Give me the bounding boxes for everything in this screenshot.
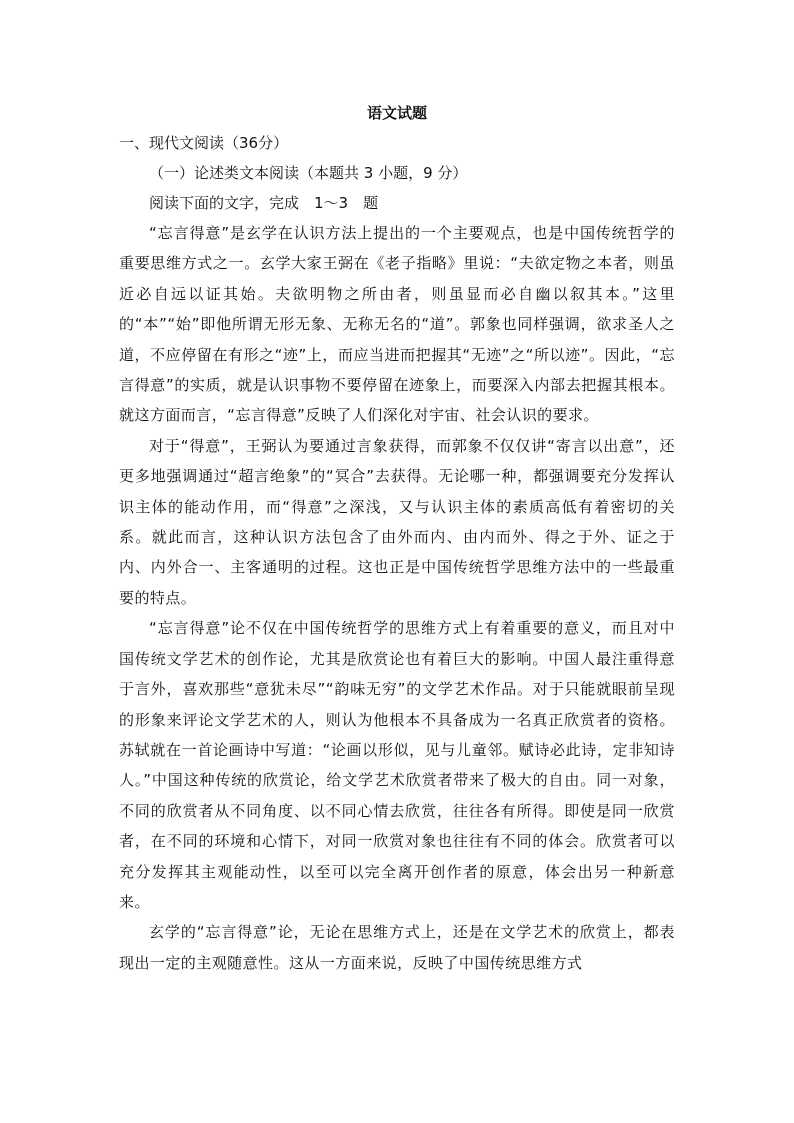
body-paragraph-3: “忘言得意”论不仅在中国传统哲学的思维方式上有着重要的意义，而且对中国传统文学艺术的创作论，尤其是欣赏论也有着巨大的影响。中国人最注重得意于言外，喜欢那些“意犹未尽”“韵味无穷”的文学艺术作品。对于只能就眼前呈现的形象来评论文学艺术的人，则认为他根本不具备成为一名真正欣赏者的资格。苏轼就在一首论画诗中写道：“论画以形似，见与儿童邻。赋诗必此诗，定非知诗人。”中国这种传统的欣赏论，给文学艺术欣赏者带来了极大的自由。同一对象，不同的欣赏者从不同角度、以不同心情去欣赏，往往各有所得。即使是同一欣赏者，在不同的环境和心情下，对同一欣赏对象也往往有不同的体会。欣赏者可以充分发挥其主观能动性，以至可以完全离开创作者的原意，体会出另一种新意来。	[119, 619, 675, 911]
document-title: 语文试题	[366, 104, 427, 122]
document-page	[119, 98, 675, 978]
section-heading: 一、现代文阅读（36分）	[119, 134, 289, 152]
subsection-heading: （一）论述类文本阅读（本题共 3 小题，9 分）	[149, 164, 468, 182]
reading-instruction: 阅读下面的文字，完成 1～3 题	[149, 194, 379, 212]
body-paragraph-2: 对于“得意”，王弼认为要通过言象获得，而郭象不仅仅讲“寄言以出意”，还更多地强调通过“超言绝象”的“冥合”去获得。无论哪一种，都强调要充分发挥认识主体的能动作用，而“得意”之深浅，又与认识主体的素质高低有着密切的关系。就此而言，这种认识方法包含了由外而内、由内而外、得之于外、证之于内、内外合一、主客通明的过程。这也正是中国传统哲学思维方法中的一些最重要的特点。	[119, 436, 675, 607]
body-paragraph-4: 玄学的“忘言得意”论，无论在思维方式上，还是在文学艺术的欣赏上，都表现出一定的主观随意性。这从一方面来说，反映了中国传统思维方式	[119, 923, 675, 972]
body-paragraph-1: “忘言得意”是玄学在认识方法上提出的一个主要观点，也是中国传统哲学的重要思维方式之一。玄学大家王弼在《老子指略》里说：“夫欲定物之本者，则虽近必自远以证其始。夫欲明物之所由者，则虽显而必自幽以叙其本。”这里的“本”“始”即他所谓无形无象、无称无名的“道”。郭象也同样强调，欲求圣人之道，不应停留在有形之“迹”上，而应当进而把握其“无迹”之“所以迹”。因此，“忘言得意”的实质，就是认识事物不要停留在迹象上，而要深入内部去把握其根本。就这方面而言，“忘言得意”反映了人们深化对宇宙、社会认识的要求。	[119, 224, 675, 425]
